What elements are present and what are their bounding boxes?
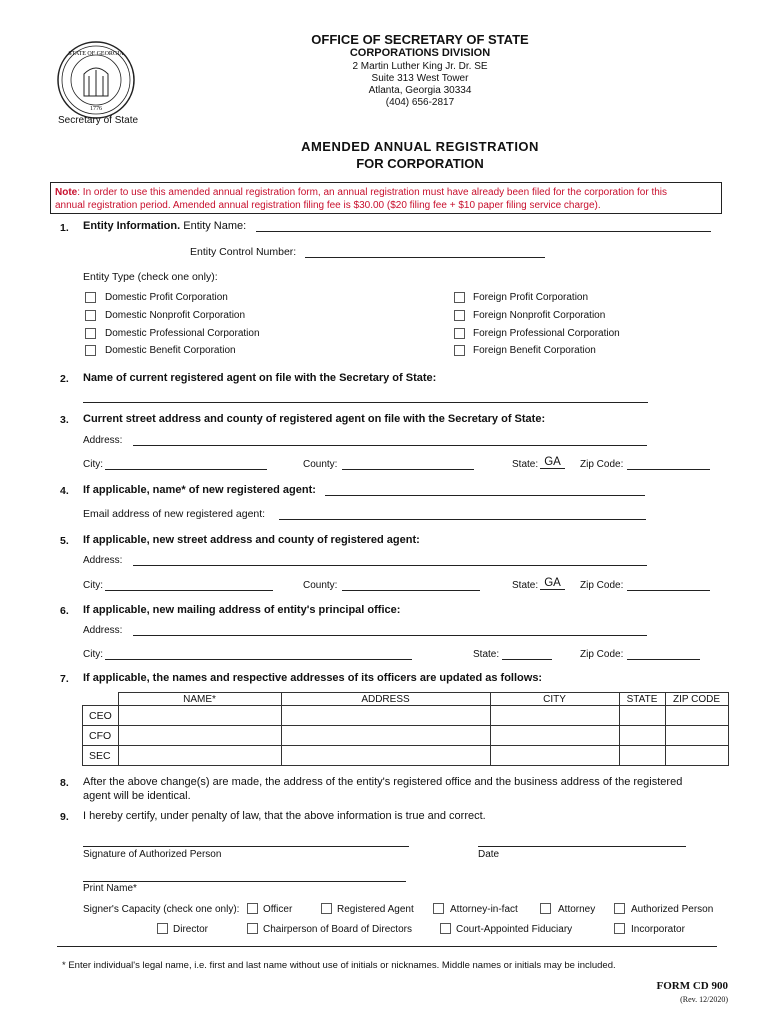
label-domestic-nonprofit: Domestic Nonprofit Corporation <box>105 310 246 321</box>
sec-name-cell[interactable] <box>118 746 281 766</box>
date-label: Date <box>478 849 500 860</box>
new-agent-email-label: Email address of new registered agent: <box>83 508 266 520</box>
label-incorporator: Incorporator <box>631 924 685 935</box>
s3-state-value[interactable]: GA <box>540 456 565 469</box>
section-5-number: 5. <box>60 535 69 547</box>
section-2-heading: Name of current registered agent on file with the Secretary of State: <box>83 372 437 384</box>
label-chairperson: Chairperson of Board of Directors <box>263 924 412 935</box>
checkbox-court-fiduciary[interactable] <box>440 923 451 934</box>
section-8-number: 8. <box>60 777 69 789</box>
s3-county-label: County: <box>303 459 338 470</box>
checkbox-domestic-nonprofit[interactable] <box>85 310 96 321</box>
label-foreign-benefit: Foreign Benefit Corporation <box>473 345 596 356</box>
cfo-address-cell[interactable] <box>281 726 490 746</box>
label-court-fiduciary: Court-Appointed Fiduciary <box>456 924 573 935</box>
georgia-seal-logo <box>56 40 136 120</box>
office-address-2: Suite 313 West Tower <box>371 73 469 84</box>
ceo-state-cell[interactable] <box>619 706 665 726</box>
label-foreign-profit: Foreign Profit Corporation <box>473 292 589 303</box>
officer-role-ceo: CEO <box>83 706 119 726</box>
s5-county-input[interactable] <box>342 590 480 591</box>
col-state: STATE <box>619 693 665 706</box>
section-3-number: 3. <box>60 414 69 426</box>
s6-city-input[interactable] <box>105 659 412 660</box>
label-officer: Officer <box>263 904 293 915</box>
cfo-state-cell[interactable] <box>619 726 665 746</box>
checkbox-foreign-profit[interactable] <box>454 292 465 303</box>
officer-role-sec: SEC <box>83 746 119 766</box>
section-6-number: 6. <box>60 605 69 617</box>
office-phone: (404) 656-2817 <box>385 97 455 108</box>
new-agent-email-input[interactable] <box>279 519 646 520</box>
col-city: CITY <box>490 693 619 706</box>
s5-address-label: Address: <box>83 555 123 566</box>
signature-label: Signature of Authorized Person <box>83 849 222 860</box>
section-3-heading: Current street address and county of registered agent on file with the Secretary of State: <box>83 413 546 425</box>
s3-city-input[interactable] <box>105 469 267 470</box>
office-address-3: Atlanta, Georgia 30334 <box>368 85 472 96</box>
s6-state-label: State: <box>473 649 500 660</box>
ceo-city-cell[interactable] <box>490 706 619 726</box>
officer-row-ceo <box>83 706 729 726</box>
section-8-text-2: agent will be identical. <box>83 790 191 802</box>
section-4-heading: If applicable, name* of new registered agent: <box>83 484 316 496</box>
cfo-name-cell[interactable] <box>118 726 281 746</box>
s5-address-input[interactable] <box>133 565 647 566</box>
label-foreign-professional: Foreign Professional Corporation <box>473 328 620 339</box>
s3-address-label: Address: <box>83 435 123 446</box>
section-6-heading: If applicable, new mailing address of entity's principal office: <box>83 604 401 616</box>
s5-state-value[interactable]: GA <box>540 577 565 590</box>
checkbox-foreign-benefit[interactable] <box>454 345 465 356</box>
officer-row-sec <box>83 746 729 766</box>
checkbox-domestic-professional[interactable] <box>85 328 96 339</box>
col-zip: ZIP CODE <box>665 693 728 706</box>
checkbox-registered-agent[interactable] <box>321 903 332 914</box>
s5-state-label: State: <box>512 580 539 591</box>
label-attorney-in-fact: Attorney-in-fact <box>450 904 518 915</box>
section-8-text-1: After the above change(s) are made, the address of the entity's registered office and the business address of the registered <box>83 776 683 788</box>
officers-header-blank <box>83 693 119 706</box>
checkbox-foreign-nonprofit[interactable] <box>454 310 465 321</box>
officers-table <box>82 692 729 766</box>
checkbox-officer[interactable] <box>247 903 258 914</box>
label-director: Director <box>173 924 209 935</box>
s3-zip-input[interactable] <box>627 469 710 470</box>
s5-county-label: County: <box>303 580 338 591</box>
checkbox-attorney[interactable] <box>540 903 551 914</box>
note-line-1: Note: In order to use this amended annual registration form, an annual registration must have already been filed for the corporation for this <box>55 187 668 198</box>
form-title-2: FOR CORPORATION <box>356 156 484 171</box>
section-9-text: I hereby certify, under penalty of law, that the above information is true and correct. <box>83 810 486 822</box>
s3-address-input[interactable] <box>133 445 647 446</box>
division-title: CORPORATIONS DIVISION <box>349 47 491 59</box>
sec-city-cell[interactable] <box>490 746 619 766</box>
s6-zip-input[interactable] <box>627 659 700 660</box>
section-4-number: 4. <box>60 485 69 497</box>
checkbox-domestic-profit[interactable] <box>85 292 96 303</box>
label-domestic-professional: Domestic Professional Corporation <box>105 328 260 339</box>
cfo-zip-cell[interactable] <box>665 726 728 746</box>
s5-city-label: City: <box>83 580 103 591</box>
s5-zip-label: Zip Code: <box>580 580 624 591</box>
officers-header-row <box>83 693 729 706</box>
new-agent-input[interactable] <box>325 495 645 496</box>
print-name-input[interactable] <box>83 881 406 882</box>
seal-text: STATE OF GEORGIA <box>68 51 124 57</box>
s6-zip-label: Zip Code: <box>580 649 624 660</box>
section-9-number: 9. <box>60 811 69 823</box>
form-number: FORM CD 900 <box>656 980 728 992</box>
col-address: ADDRESS <box>281 693 490 706</box>
officer-role-cfo: CFO <box>83 726 119 746</box>
office-title: OFFICE OF SECRETARY OF STATE <box>311 32 529 47</box>
label-foreign-nonprofit: Foreign Nonprofit Corporation <box>473 310 606 321</box>
capacity-label: Signer's Capacity (check one only): <box>83 904 240 915</box>
s3-county-input[interactable] <box>342 469 474 470</box>
s6-state-input[interactable] <box>502 659 552 660</box>
seal-year: 1776 <box>90 106 102 112</box>
col-name: NAME* <box>118 693 281 706</box>
section-7-number: 7. <box>60 673 69 685</box>
ceo-name-cell[interactable] <box>118 706 281 726</box>
seal-caption: Secretary of State <box>58 115 139 126</box>
office-address-1: 2 Martin Luther King Jr. Dr. SE <box>352 61 488 72</box>
entity-control-label: Entity Control Number: <box>190 246 297 258</box>
sec-address-cell[interactable] <box>281 746 490 766</box>
label-domestic-benefit: Domestic Benefit Corporation <box>105 345 236 356</box>
entity-type-label: Entity Type (check one only): <box>83 271 218 283</box>
section-2-number: 2. <box>60 373 69 385</box>
entity-name-input[interactable] <box>256 231 711 232</box>
s3-city-label: City: <box>83 459 103 470</box>
checkbox-incorporator[interactable] <box>614 923 625 934</box>
s3-state-label: State: <box>512 459 539 470</box>
s3-zip-label: Zip Code: <box>580 459 624 470</box>
sec-state-cell[interactable] <box>619 746 665 766</box>
label-registered-agent: Registered Agent <box>337 904 414 915</box>
checkbox-domestic-benefit[interactable] <box>85 345 96 356</box>
print-name-label: Print Name* <box>83 883 137 894</box>
label-authorized-person: Authorized Person <box>631 904 714 915</box>
form-title-1: AMENDED ANNUAL REGISTRATION <box>301 139 539 154</box>
footnote: * Enter individual's legal name, i.e. first and last name without use of initials or nicknames. Middle names or initials may be included. <box>62 960 616 971</box>
checkbox-foreign-professional[interactable] <box>454 328 465 339</box>
officer-row-cfo <box>83 726 729 746</box>
s6-address-label: Address: <box>83 625 123 636</box>
s6-address-input[interactable] <box>133 635 647 636</box>
s5-city-input[interactable] <box>105 590 273 591</box>
label-attorney: Attorney <box>558 904 596 915</box>
checkbox-director[interactable] <box>157 923 168 934</box>
date-input[interactable] <box>478 846 686 847</box>
checkbox-authorized-person[interactable] <box>614 903 625 914</box>
section-7-heading: If applicable, the names and respective addresses of its officers are updated as follows: <box>83 672 543 684</box>
s5-zip-input[interactable] <box>627 590 710 591</box>
note-line-2: annual registration period. Amended annual registration filing fee is $30.00 ($20 filing fee + $10 paper filing service charge). <box>55 200 601 211</box>
footnote-divider <box>57 946 717 947</box>
entity-control-input[interactable] <box>305 257 545 258</box>
section-5-heading: If applicable, new street address and county of registered agent: <box>83 534 420 546</box>
current-agent-input[interactable] <box>83 402 648 403</box>
cfo-city-cell[interactable] <box>490 726 619 746</box>
section-1-number: 1. <box>60 222 69 234</box>
sec-zip-cell[interactable] <box>665 746 728 766</box>
label-domestic-profit: Domestic Profit Corporation <box>105 292 228 303</box>
ceo-address-cell[interactable] <box>281 706 490 726</box>
s6-city-label: City: <box>83 649 103 660</box>
form-revision: (Rev. 12/2020) <box>680 995 728 1004</box>
checkbox-attorney-in-fact[interactable] <box>433 903 444 914</box>
checkbox-chairperson[interactable] <box>247 923 258 934</box>
entity-name-row: Entity Information. Entity Name: <box>83 220 247 232</box>
ceo-zip-cell[interactable] <box>665 706 728 726</box>
signature-input[interactable] <box>83 846 409 847</box>
